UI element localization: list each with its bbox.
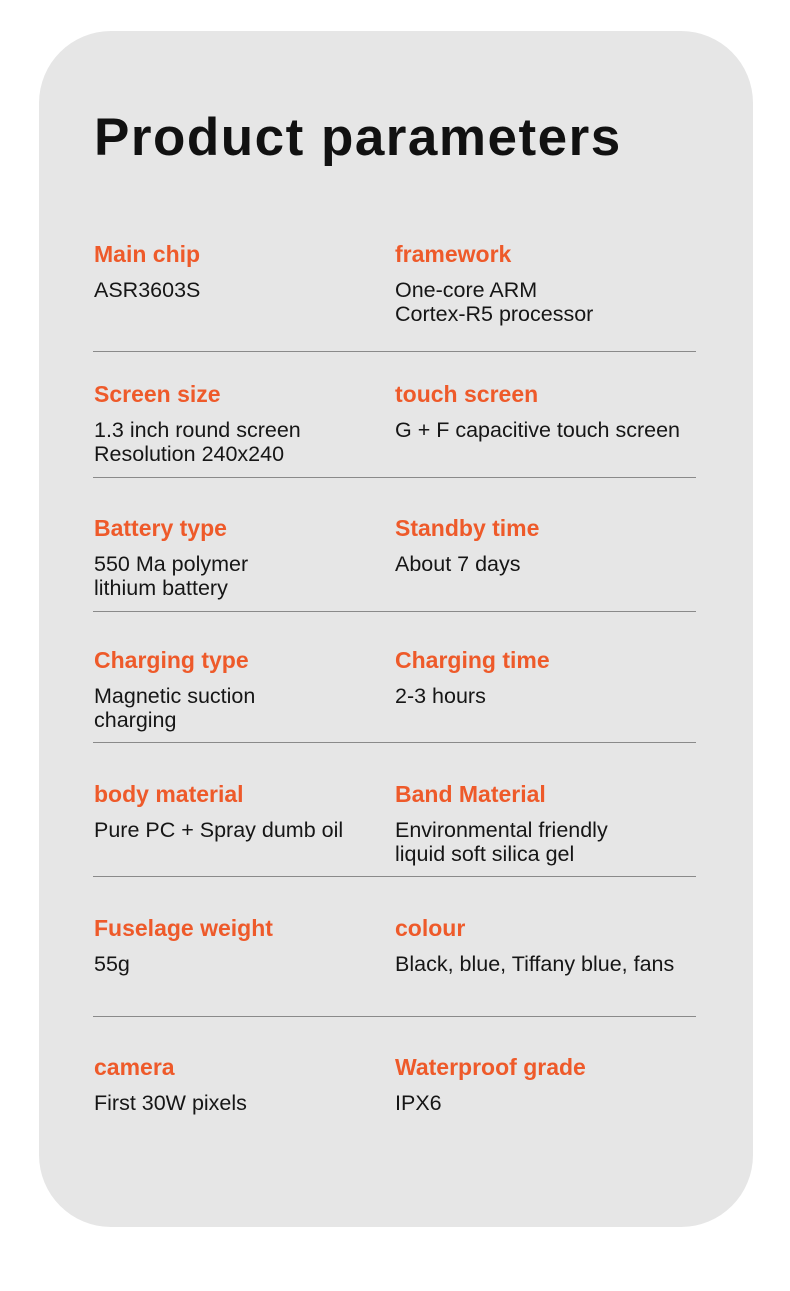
param-colour — [395, 914, 725, 976]
parameters-card — [39, 31, 753, 1227]
param-value: Black, blue, Tiffany blue, fans — [395, 952, 675, 976]
param-value: 550 Ma polymer lithium battery — [94, 552, 249, 600]
param-label: Fuselage weight — [94, 915, 273, 941]
param-main-chip — [94, 240, 394, 302]
param-framework — [395, 240, 725, 326]
param-band-material — [395, 780, 725, 866]
param-value: IPX6 — [395, 1091, 442, 1115]
param-label: Charging time — [395, 647, 550, 673]
param-value: One-core ARM Cortex-R5 processor — [395, 278, 594, 326]
param-label: framework — [395, 241, 512, 267]
param-label: camera — [94, 1054, 175, 1080]
row-divider — [93, 876, 696, 877]
param-charging-time — [395, 646, 725, 708]
param-fuselage-weight — [94, 914, 394, 976]
param-value: Magnetic suction charging — [94, 684, 256, 732]
row-divider — [93, 611, 696, 612]
param-touch-screen — [395, 380, 725, 442]
param-label: Waterproof grade — [395, 1054, 586, 1080]
param-label: Screen size — [94, 381, 221, 407]
param-body-material — [94, 780, 394, 842]
param-label: Main chip — [94, 241, 201, 267]
param-waterproof-grade — [395, 1053, 725, 1115]
param-camera — [94, 1053, 394, 1115]
param-value: 55g — [94, 952, 130, 976]
param-label: touch screen — [395, 381, 539, 407]
param-value: About 7 days — [395, 552, 521, 576]
param-value: Environmental friendly liquid soft silica gel — [395, 818, 608, 866]
param-value: ASR3603S — [94, 278, 201, 302]
param-battery-type — [94, 514, 394, 600]
param-value: G + F capacitive touch screen — [395, 418, 681, 442]
param-value: First 30W pixels — [94, 1091, 247, 1115]
param-value: Pure PC + Spray dumb oil — [94, 818, 344, 842]
row-divider — [93, 351, 696, 352]
row-divider — [93, 742, 696, 743]
param-label: colour — [395, 915, 466, 941]
param-label: Battery type — [94, 515, 227, 541]
param-standby-time — [395, 514, 725, 576]
param-screen-size — [94, 380, 394, 466]
param-label: body material — [94, 781, 244, 807]
row-divider — [93, 1016, 696, 1017]
param-label: Band Material — [395, 781, 546, 807]
param-label: Charging type — [94, 647, 249, 673]
param-value: 1.3 inch round screen Resolution 240x240 — [94, 418, 301, 466]
param-charging-type — [94, 646, 394, 732]
row-divider — [93, 477, 696, 478]
page-title: Product parameters — [94, 108, 622, 167]
param-value: 2-3 hours — [395, 684, 486, 708]
param-label: Standby time — [395, 515, 540, 541]
